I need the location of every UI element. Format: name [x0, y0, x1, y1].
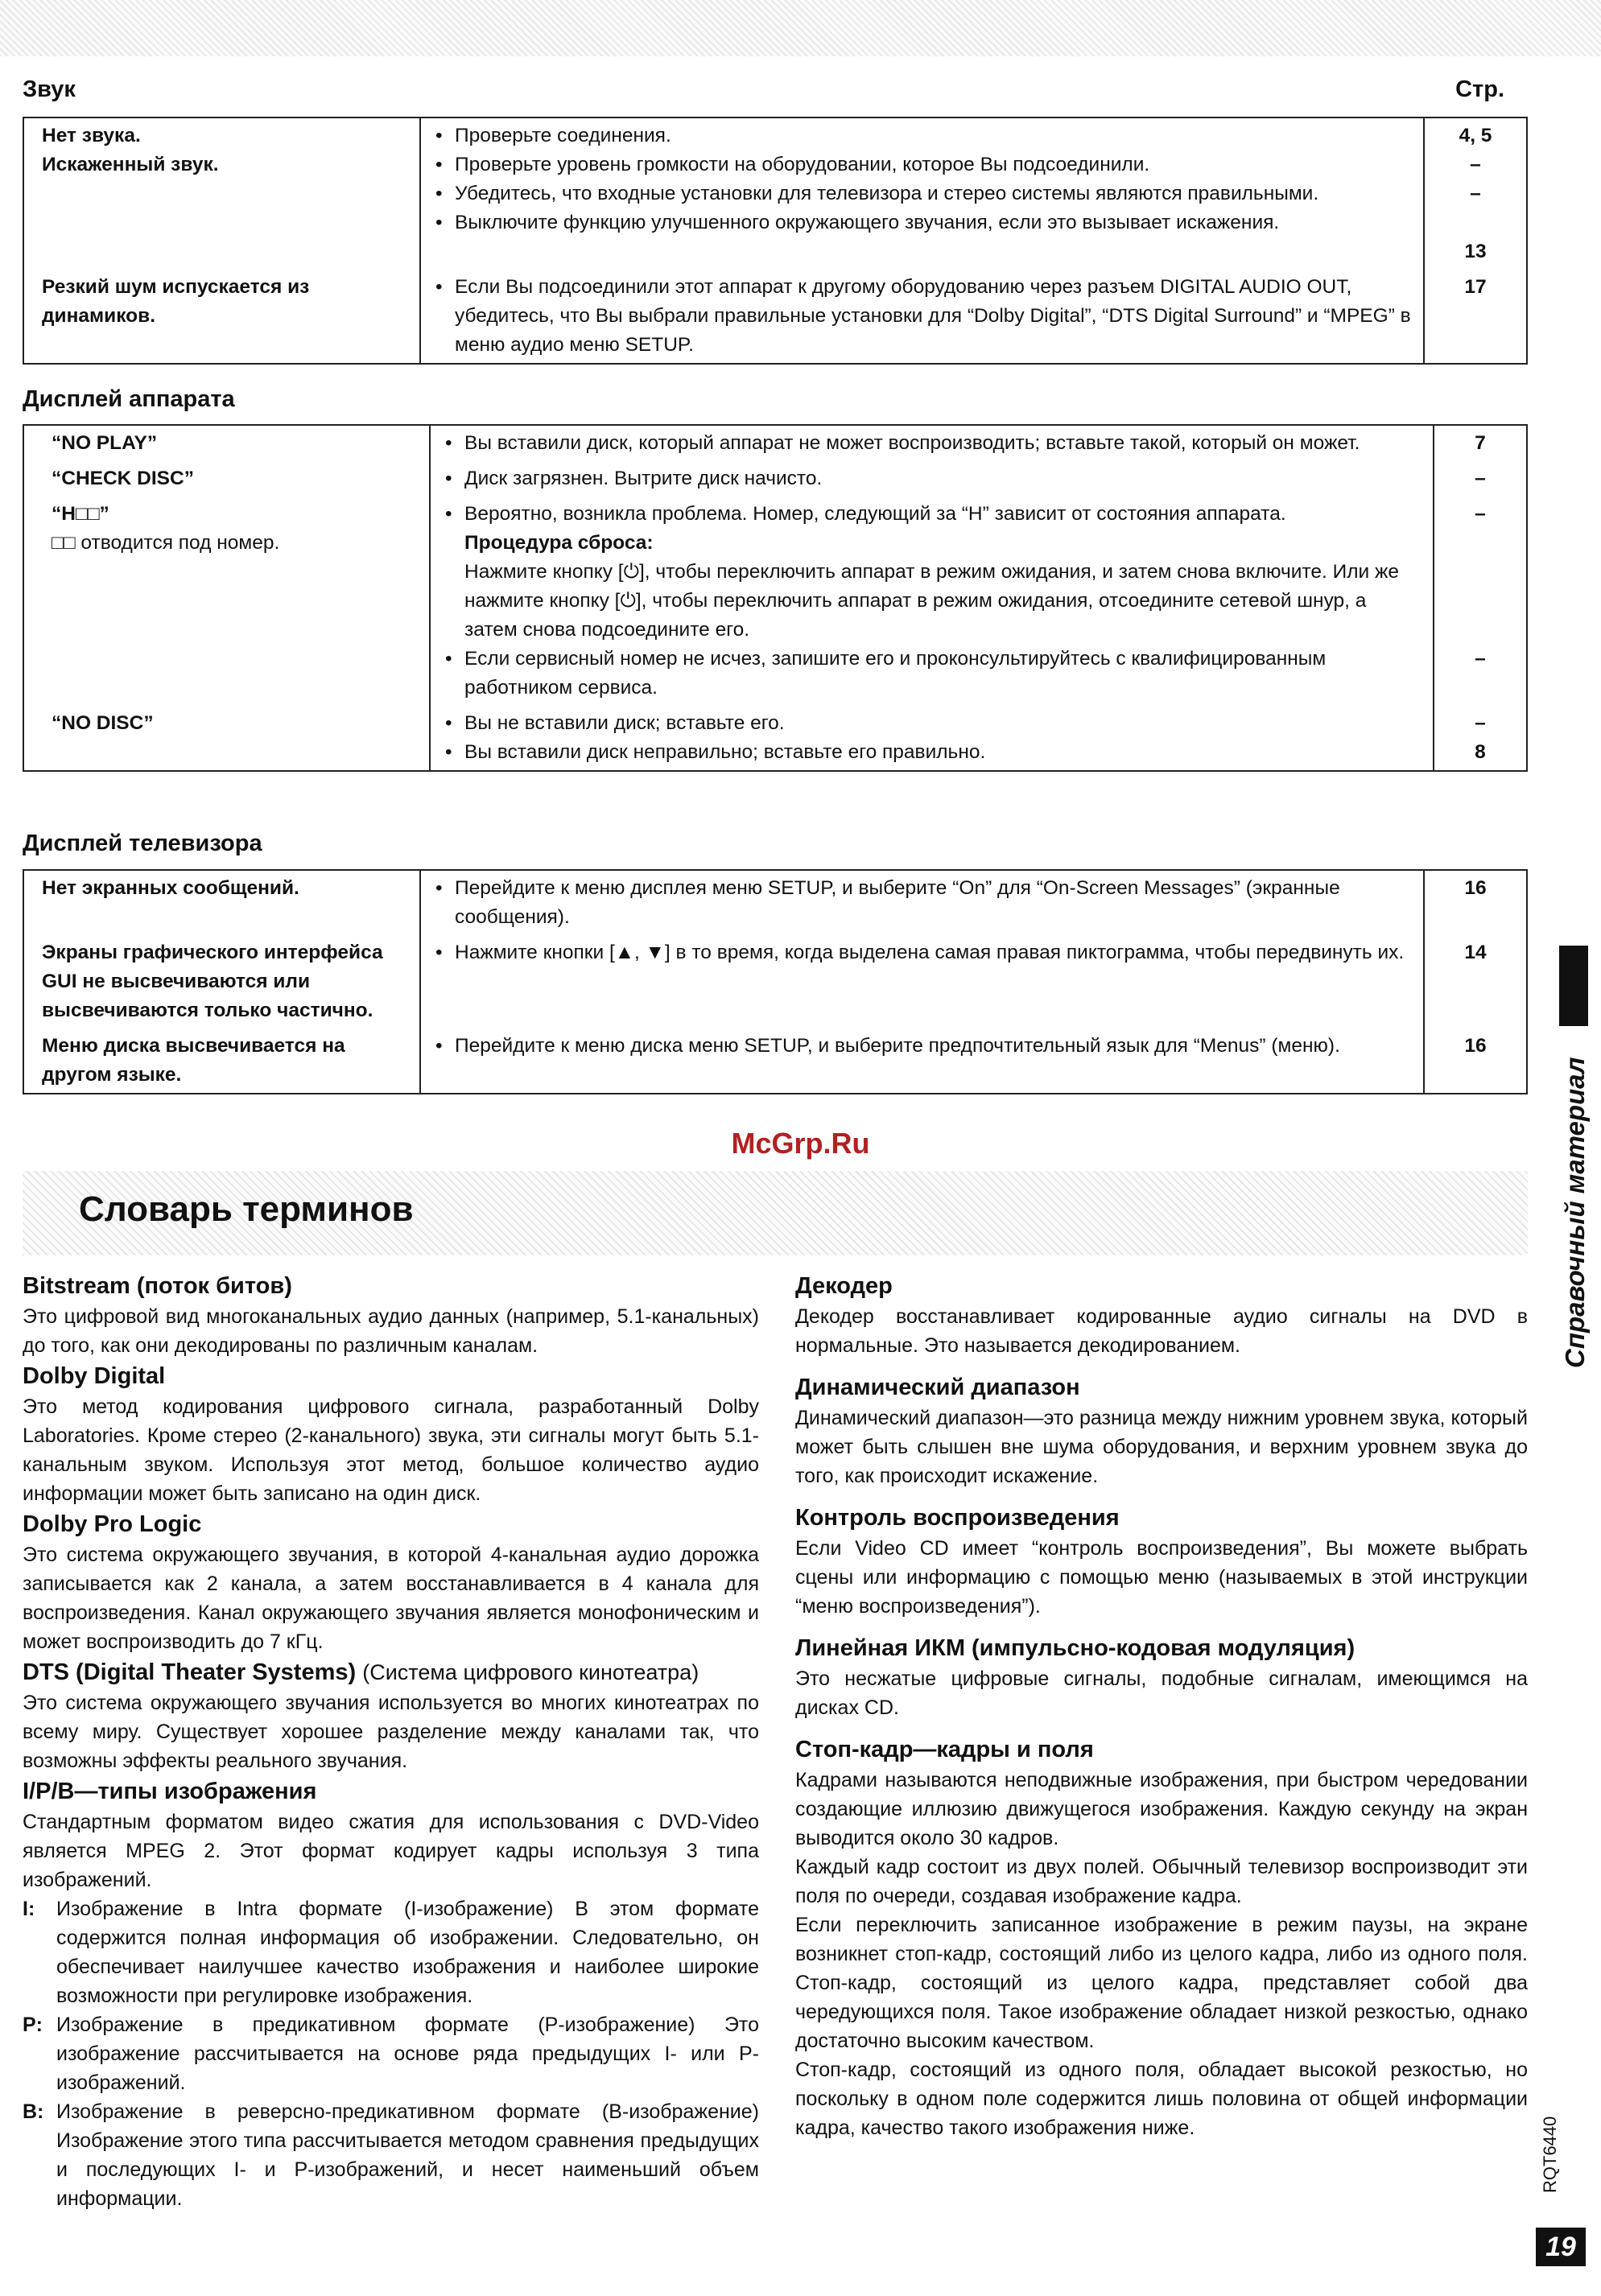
list-text: Изображение в Intra формате (I-изображение) В этом формате содержится полная информация об изображении. Следовательно, он обеспечивает наилучшее качество изображения и наиболее широкие возможности при регулировке изображения. [56, 1898, 759, 2007]
page-ref: – [1470, 183, 1481, 204]
term-heading-note: (Система цифрового кинотеатра) [362, 1660, 699, 1684]
problem-label: “NO DISC” [52, 712, 154, 734]
glossary-left-column [23, 1270, 759, 2213]
section-title-display: Дисплей аппарата [23, 386, 235, 412]
section-title-sound: Звук [23, 76, 76, 102]
problem-label: Резкий шум испускается из динамиков. [42, 276, 310, 327]
table-row [23, 425, 1527, 461]
term-heading: Bitstream (поток битов) [23, 1273, 292, 1299]
term-heading: DTS (Digital Theater Systems) [23, 1659, 357, 1685]
model-code: RQT6440 [1540, 2116, 1560, 2193]
page-ref: – [1475, 712, 1486, 734]
term-heading: Dolby Pro Logic [23, 1511, 202, 1537]
term-text: Это несжатые цифровые сигналы, подобные сигналам, имеющимся на дисках CD. [795, 1667, 1528, 1719]
term-heading: Динамический диапазон [795, 1375, 1080, 1400]
page-ref: – [1475, 468, 1486, 489]
term-heading: I/P/B—типы изображения [23, 1779, 317, 1804]
remedy-text: • Вы не вставили диск; вставьте его. [445, 709, 1423, 738]
page-ref: – [1470, 154, 1481, 175]
remedy-text: • Вы вставили диск, который аппарат не может воспроизводить; вставьте такой, который он может. [445, 429, 1423, 458]
term-text: Кадрами называются неподвижные изображения, при быстром чередовании создающие иллюзию движущегося изображения. Каждую секунду на экран выводится около 30 кадров. [795, 1769, 1528, 1849]
term-text: Динамический диапазон—это разница между нижним уровнем звука, который может быть слышен вне шума оборудования, и верхним уровнем звука до того, как происходит искажение. [795, 1407, 1528, 1487]
term-text: Это система окружающего звучания, в которой 4-канальная аудио дорожка записывается как 2 канала, а затем восстанавливается в 4 канала для воспроизведения. Канал окружающего звучания является монофоническим и может воспроизводить до 7 кГц. [23, 1544, 759, 1653]
term-text: Каждый кадр состоит из двух полей. Обычный телевизор воспроизводит эти поля по очереди, создавая изображение кадра. [795, 1856, 1528, 1907]
remedy-text: • Перейдите к меню диска меню SETUP, и выберите предпочтительный язык для “Menus” (меню). [435, 1032, 1413, 1061]
page-column-header: Стр. [1455, 76, 1504, 102]
term-heading: Декодер [795, 1273, 893, 1299]
remedy-text: • Если Вы подсоединили этот аппарат к другому оборудованию через разъем DIGITAL AUDIO OUT, убедитесь, что Вы выбрали правильные установки для “Dolby Digital”, “DTS Digital Surround” и “MPEG” в меню аудио меню SETUP. [435, 273, 1413, 360]
term-text: Это система окружающего звучания используется во многих кинотеатрах по всему миру. Существует хорошее разделение между каналами так, что возможны эффекты реального звучания. [23, 1692, 759, 1772]
reset-text: Нажмите кнопку [⏻], чтобы переключить аппарат в режим ожидания, и затем снова включите. Или же нажмите кнопку [⏻], чтобы переключить аппарат в режим ожидания, отсоедините сетевой шнур, а затем снова подсоедините его. [464, 561, 1400, 641]
list-text: Изображение в реверсно-предикативном формате (B-изображение) Изображение этого типа рассчитывается методом сравнения предыдущих и последующих I- и P-изображений, и несет наименьший объем информации. [56, 2100, 759, 2210]
term-text: Если Video CD имеет “контроль воспроизведения”, Вы можете выбрать сцены или информацию с помощью меню (называемых в этой инструкции “меню воспроизведения”). [795, 1537, 1528, 1618]
remedy-text: • Диск загрязнен. Вытрите диск начисто. [445, 464, 1423, 493]
glossary-right-column [795, 1270, 1528, 2142]
remedy-text: • Нажмите кнопки [▲, ▼] в то время, когда выделена самая правая пиктограмма, чтобы передвинуть их. [435, 938, 1413, 967]
table-row [23, 935, 1527, 1028]
list-item [23, 2010, 759, 2097]
problem-label: Меню диска высвечивается на другом языке. [42, 1035, 345, 1086]
list-label: B: [23, 2100, 44, 2123]
problem-label: “NO PLAY” [52, 432, 158, 454]
remedy-text: • Вы вставили диск неправильно; вставьте его правильно. [445, 738, 1423, 767]
term-heading: Стоп-кадр—кадры и поля [795, 1737, 1094, 1762]
side-section-label: Справочный материал [1560, 1057, 1590, 1368]
page-number: 19 [1536, 2228, 1586, 2266]
page-ref: 8 [1475, 741, 1486, 763]
reset-title: Процедура сброса: [464, 532, 654, 554]
term-text: Стандартным форматом видео сжатия для использования с DVD-Video является MPEG 2. Этот формат кодирует кадры используя 3 типа изображений. [23, 1811, 759, 1891]
problem-label: Нет звука. [42, 125, 141, 146]
page-ref: – [1475, 648, 1486, 670]
page-ref: 14 [1464, 942, 1487, 963]
page-ref: 4, 5 [1459, 125, 1492, 146]
term-text: Стоп-кадр, состоящий из одного поля, обладает высокой резкостью, но поскольку в одном поле содержится лишь половина от общей информации кадра, качество такого изображения ниже. [795, 2059, 1528, 2139]
table-row [23, 870, 1527, 935]
term-heading: Контроль воспроизведения [795, 1505, 1120, 1531]
list-item [23, 2097, 759, 2213]
watermark-text: McGrp.Ru [731, 1127, 870, 1160]
remedy-text: • Вероятно, возникла проблема. Номер, следующий за “H” зависит от состояния аппарата. [445, 500, 1423, 529]
table-row [23, 461, 1527, 497]
table-row [23, 117, 1527, 270]
page-ref: 16 [1464, 877, 1487, 899]
problem-note: □□ отводится под номер. [52, 532, 280, 554]
glossary-title: Словарь терминов [79, 1189, 414, 1229]
list-label: I: [23, 1898, 35, 1920]
tv-table [23, 869, 1528, 1094]
remedy-text: • Проверьте уровень громкости на оборудовании, которое Вы подсоединили. [435, 150, 1413, 179]
list-text: Изображение в предикативном формате (P-изображение) Это изображение рассчитывается на основе ряда предыдущих I- или P-изображений. [56, 2014, 759, 2094]
remedy-text: • Проверьте соединения. [435, 122, 1413, 150]
remedy-text: • Перейдите к меню дисплея меню SETUP, и выберите “On” для “On-Screen Messages” (экранные сообщения). [435, 874, 1413, 932]
term-heading: Линейная ИКМ (импульсно-кодовая модуляция) [795, 1635, 1355, 1661]
page-ref: 13 [1464, 241, 1487, 262]
problem-label: Нет экранных сообщений. [42, 877, 299, 899]
table-row [23, 497, 1527, 706]
remedy-text: • Выключите функцию улучшенного окружающего звучания, если это вызывает искажения. [435, 208, 1413, 237]
table-row [23, 706, 1527, 771]
term-text: Декодер восстанавливает кодированные аудио сигналы на DVD в нормальные. Это называется декодированием. [795, 1305, 1528, 1357]
page-ref: 17 [1464, 276, 1487, 298]
term-text: Если переключить записанное изображение в режим паузы, на экране возникнет стоп-кадр, состоящий либо из целого кадра, либо из одного поля. Стоп-кадр, состоящий из целого кадра, представляет собой два чередующихся поля. Такое изображение обладает низкой резкостью, однако достаточно высоким качеством. [795, 1914, 1528, 2052]
page-ref: 16 [1464, 1035, 1487, 1057]
header-band [0, 0, 1601, 56]
problem-label: “CHECK DISC” [52, 468, 194, 489]
side-tab-marker [1559, 946, 1588, 1026]
problem-label: Искаженный звук. [42, 154, 219, 175]
table-row [23, 1028, 1527, 1094]
term-text: Это цифровой вид многоканальных аудио данных (например, 5.1-канальных) до того, как они декодированы по различным каналам. [23, 1305, 759, 1357]
problem-label: “H□□” [52, 503, 109, 525]
list-label: P: [23, 2014, 43, 2036]
page-ref: – [1475, 503, 1486, 525]
page-ref: 7 [1475, 432, 1486, 454]
display-table [23, 424, 1528, 772]
term-text: Это метод кодирования цифрового сигнала, разработанный Dolby Laboratories. Кроме стерео (2-канального) звука, эти сигналы могут быть 5.1-канальным звуком. Используя этот метод, большое количество аудио информации может быть записано на один диск. [23, 1395, 759, 1505]
problem-label: Экраны графического интерфейса GUI не высвечиваются или высвечиваются только частично. [42, 942, 383, 1021]
section-title-tv: Дисплей телевизора [23, 831, 262, 856]
table-row [23, 270, 1527, 364]
list-item [23, 1894, 759, 2010]
remedy-text: • Если сервисный номер не исчез, запишите его и проконсультируйтесь с квалифицированным работником сервиса. [445, 645, 1423, 703]
term-heading: Dolby Digital [23, 1363, 166, 1389]
sound-table [23, 117, 1528, 365]
remedy-text: • Убедитесь, что входные установки для телевизора и стерео системы являются правильными. [435, 179, 1413, 208]
